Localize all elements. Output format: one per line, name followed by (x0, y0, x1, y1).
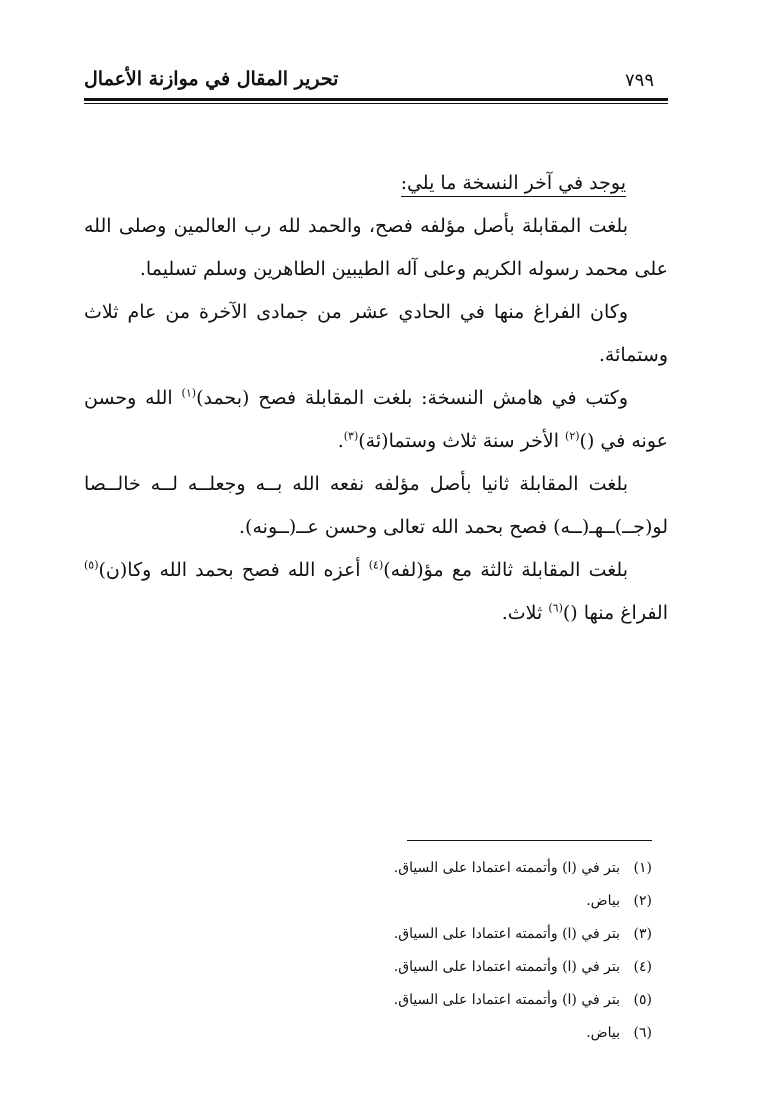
section-heading (84, 162, 668, 205)
footnote-text: بتر في (ا) وأتممته اعتمادا على السياق. (393, 926, 620, 942)
footnote (132, 984, 652, 1017)
footnote-text: بتر في (ا) وأتممته اعتمادا على السياق. (393, 992, 620, 1008)
footnote-ref-6: (٦) (548, 601, 563, 615)
running-title: تحرير المقال في موازنة الأعمال (84, 68, 339, 90)
footnote-text: بتر في (ا) وأتممته اعتمادا على السياق. (393, 959, 620, 975)
paragraph-3-text-1: وكتب في هامش النسخة: بلغت المقابلة فصح (بحمد) (196, 387, 628, 409)
footnote (132, 918, 652, 951)
paragraph-5-text-2: أعزه الله فصح بحمد الله وكا(ن) (98, 559, 369, 581)
footnote (132, 1017, 652, 1050)
footnote (132, 885, 652, 918)
footnote-ref-1: (١) (181, 386, 197, 400)
paragraph-3-text-2: الله وحسن عونه في () (84, 387, 668, 452)
footnote-separator (407, 840, 652, 841)
page-number: ٧٩٩ (624, 70, 654, 91)
paragraph-2: وكان الفراغ منها في الحادي عشر من جمادى الآخرة من عام ثلاث وستمائة. (84, 301, 668, 366)
footnote-number: (٦) (633, 1025, 652, 1041)
footnote-ref-2: (٢) (565, 429, 580, 443)
paragraph-5-text-4: ثلاث. (501, 602, 549, 624)
footnote (132, 951, 652, 984)
paragraph-5-text-1: بلغت المقابلة ثالثة مع مؤ(لفه) (383, 559, 628, 581)
section-heading-text: يوجد في آخر النسخة ما يلي: (401, 172, 626, 197)
footnote-ref-5: (٥) (84, 558, 99, 572)
paragraph-4: بلغت المقابلة ثانيا بأصل مؤلفه نفعه الله بــه وجعلــه لــه خالــصا لو(جــ)ــهـ(ــه) فصح بحمد الله تعالى وحسن عــ(ــونه). (84, 473, 668, 538)
footnote-number: (١) (633, 860, 652, 876)
page-header (84, 66, 668, 96)
paragraph-5-text-3: الفراغ منها () (562, 602, 668, 624)
paragraph-3-text-4: . (337, 430, 344, 452)
paragraph-5 (84, 549, 668, 635)
header-rule-thick (84, 98, 668, 101)
footnote-ref-3: (٣) (343, 429, 359, 443)
paragraph-3-text-3: الأخر سنة ثلاث وستما(ئة) (358, 430, 566, 452)
footnote-number: (٥) (633, 992, 652, 1008)
paragraph-1: بلغت المقابلة بأصل مؤلفه فصح، والحمد لله رب العالمين وصلى الله على محمد رسوله الكريم وعلى آله الطيبين الطاهرين وسلم تسليما. (84, 215, 668, 280)
body-text (84, 162, 668, 635)
footnote-text: بياض. (586, 893, 620, 909)
footnote-number: (٢) (633, 893, 652, 909)
header-rule-thin (84, 103, 668, 104)
footnote-text: بياض. (586, 1025, 620, 1041)
footnote (132, 852, 652, 885)
footnote-number: (٤) (633, 959, 652, 975)
footnote-number: (٣) (633, 926, 652, 942)
footnote-text: بتر في (ا) وأتممته اعتمادا على السياق. (393, 860, 620, 876)
footnotes (132, 852, 652, 1050)
paragraph-3 (84, 377, 668, 463)
footnote-ref-4: (٤) (368, 558, 384, 572)
